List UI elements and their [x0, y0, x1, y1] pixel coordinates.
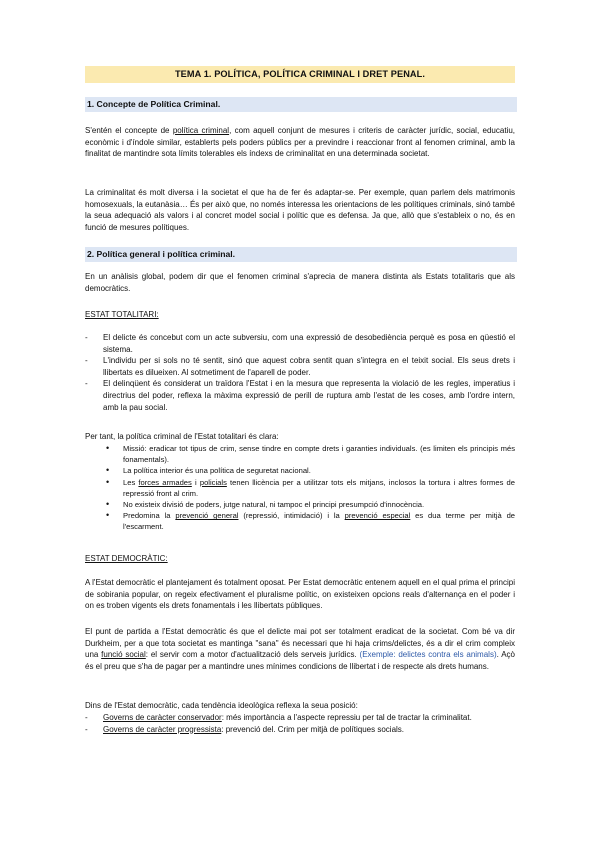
democratic-paragraph-2 [85, 626, 515, 672]
section-2-intro: En un anàlisis global, podem dir que el fenomen criminal s'aprecia de manera distinta als Estats totalitaris que als democràtics. [85, 272, 515, 293]
text-run: : el servir com a motor d'actualització dels serveis jurídics. [145, 650, 360, 660]
text-run: , com aquell conjunt de mesures i criteris de caràcter jurídic, social, educatiu, econòmic i d'índole similar, establerts pels poders públics per a previndre i reaccionar front al fenomen criminal, amb la finalitat de mantindre sota límits tolerables els índexs de criminalitat en una determinada societat. [85, 126, 515, 159]
list-item: - El delicte és concebut com un acte subversiu, com una expressió de desobediència perquè es posa en qüestió el sistema. [85, 332, 515, 355]
underlined-term: prevenció general [175, 511, 239, 521]
section-1-paragraph-2: La criminalitat és molt diversa i la societat el que ha de fer és adaptar-se. Per exemple, quan parlem dels matrimonis homosexuals, la eutanàsia… És per això que, no només interessa les orientacions de les polítiques criminals, sinó també la seua adequació als valors i al concret model social i polític que es defensa. Ja que, allò que s'estableix o no, és en funció de mesures polítiques. [85, 188, 516, 232]
list-item [85, 510, 515, 532]
text-run: tenen llicència per a utilitzar tots els mitjans, inclosos la tortura i altres formes de repressió front al crim. [123, 477, 515, 498]
section-1-heading: 1. Concepte de Política Criminal. [85, 97, 517, 112]
democratic-paragraph-3: Dins de l'Estat democràtic, cada tendència ideològica reflexa la seua posició: [85, 701, 358, 710]
underlined-term: prevenció especial [344, 511, 411, 521]
text-run: El punt de partida a l'Estat democràtic és que el delicte mai pot ser totalment eradicat de la societat. Com bé va dir Durkheim, per a que tota societat es mantinga "sana" és necessari que hi haja crims/delictes, és a dir el crim compleix una [85, 627, 515, 660]
democratic-paragraph-1: A l'Estat democràtic el plantejament és totalment oposat. Per Estat democràtic entenem aquell en el qual prima el principi de sobirania popular, on regeix efectivament el pluralisme polític, on existeixen opcions reals d'alternança en el poder i on es troben vigents els drets fonamentals i les llibertats públiques. [85, 578, 515, 611]
totalitarian-heading: ESTAT TOTALITARI: [85, 310, 159, 319]
list-item: • La política interior és una política de seguretat nacional. [85, 465, 515, 476]
section-1-paragraph-1 [85, 125, 515, 160]
list-item: - L'individu per si sols no té sentit, sinó que aquest cobra sentit quan s'integra en el teixit social. Els seus drets i llibertats es dilueixen. Al sotmetiment de l'aparell de poder. [85, 355, 515, 378]
totalitarian-list [85, 332, 515, 413]
text-run: Les [123, 477, 139, 487]
underlined-term: política criminal [172, 126, 230, 135]
text-run: (repressió, intimidació) i la [238, 511, 345, 521]
list-item: • Missió: eradicar tot tipus de crim, sense tindre en compte drets i garanties individuals. (es limiten els principis més fonamentals). [85, 443, 515, 465]
text-run: i [191, 477, 200, 487]
list-item: - El delinqüent és considerat un traïdora l'Estat i en la mesura que representa la violació de les regles, imperatius i directrius del poder, reflexa la màxima expressió de perill de ruptura amb l'estat de les coses, amb l'ordre intern, amb la pau social. [85, 378, 515, 413]
underlined-term: Governs de caràcter conservador [103, 713, 222, 722]
democratic-heading: ESTAT DEMOCRÀTIC: [85, 554, 168, 563]
section-2-heading: 2. Política general i política criminal. [85, 247, 517, 262]
list-item [85, 477, 515, 499]
underlined-term: Governs de caràcter progressista [103, 724, 222, 734]
text-run: : més importància a l'aspecte repressiu per tal de tractar la criminalitat. [221, 713, 472, 722]
list-item [85, 724, 515, 736]
list-item: • No existeix divisió de poders, jutge natural, ni tampoc el principi presumpció d'innocència. [85, 499, 515, 510]
text-run: : prevenció del. Crim per mitjà de polítiques socials. [221, 724, 405, 734]
totalitarian-policy-list [85, 443, 515, 533]
text-run: es dua terme per mitjà de l'escarment. [123, 511, 516, 532]
text-run: Predomina la [123, 511, 176, 521]
text-run: S'entén el concepte de [85, 126, 173, 135]
list-item [85, 712, 515, 724]
therefore-line: Per tant, la política criminal de l'Estat totalitari és clara: [85, 432, 279, 441]
underlined-term: forces armades [138, 477, 192, 487]
text-run: . Açò és el preu que s'ha de pagar per a mantindre unes mínimes condicions de llibertat i de respecte als drets humans. [85, 650, 516, 671]
example-text: (Exemple: delictes contra els animals) [359, 650, 497, 660]
underlined-term: funció social [101, 650, 146, 660]
document-title: TEMA 1. POLÍTICA, POLÍTICA CRIMINAL I DRET PENAL. [85, 66, 515, 83]
government-list [85, 712, 515, 735]
underlined-term: policials [199, 477, 227, 487]
